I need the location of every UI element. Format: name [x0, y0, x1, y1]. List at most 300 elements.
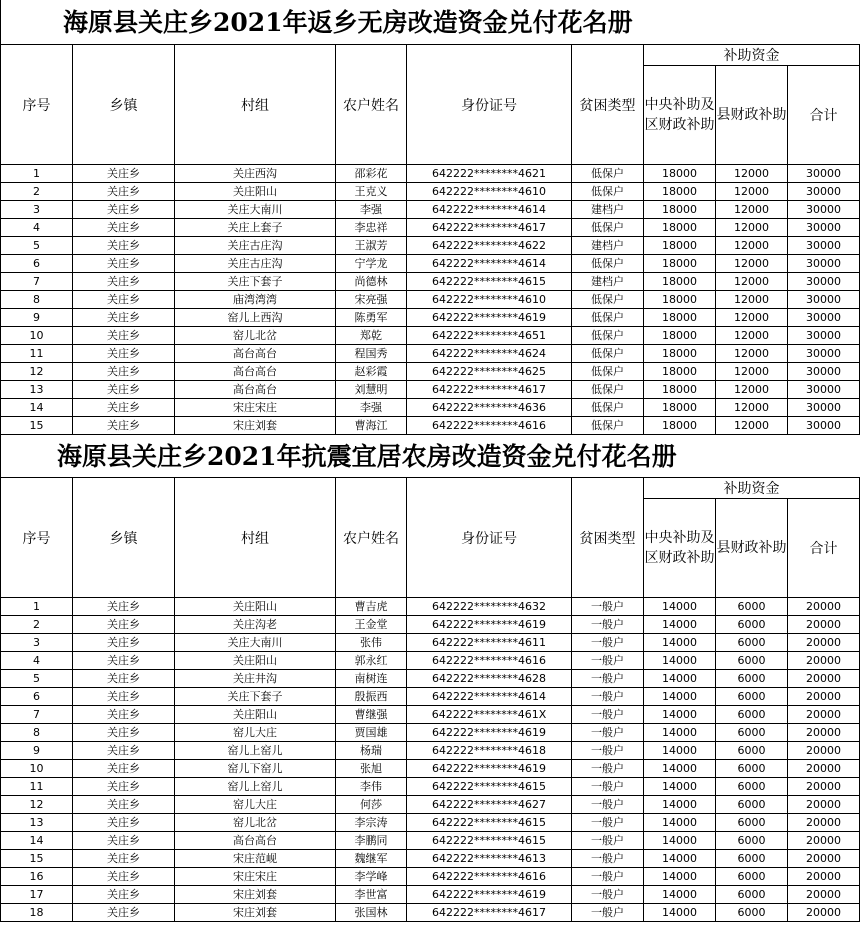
row-township: 关庄乡: [73, 904, 175, 922]
row-village: 关庄古庄沟: [175, 255, 336, 273]
row-central-subsidy: 14000: [644, 904, 716, 922]
row-index: 15: [1, 850, 73, 868]
row-index: 7: [1, 273, 73, 291]
row-id-number: 642222********4619: [407, 886, 572, 904]
row-county-subsidy: 6000: [716, 778, 788, 796]
row-central-subsidy: 18000: [644, 273, 716, 291]
row-id-number: 642222********4616: [407, 417, 572, 435]
row-township: 关庄乡: [73, 273, 175, 291]
row-county-subsidy: 12000: [716, 345, 788, 363]
section-2-rows: [1, 598, 860, 922]
row-index: 13: [1, 814, 73, 832]
row-central-subsidy: 14000: [644, 814, 716, 832]
row-id-number: 642222********4617: [407, 904, 572, 922]
header-poverty-type: 贫困类型: [572, 478, 644, 598]
table-row: [1, 688, 860, 706]
row-farmer-name: 王金堂: [336, 616, 407, 634]
row-total: 30000: [788, 165, 860, 183]
row-total: 30000: [788, 219, 860, 237]
row-township: 关庄乡: [73, 724, 175, 742]
row-poverty-type: 一般户: [572, 778, 644, 796]
row-id-number: 642222********4613: [407, 850, 572, 868]
row-poverty-type: 低保户: [572, 183, 644, 201]
row-index: 1: [1, 165, 73, 183]
table-row: [1, 634, 860, 652]
row-poverty-type: 低保户: [572, 399, 644, 417]
row-total: 20000: [788, 796, 860, 814]
row-id-number: 642222********4651: [407, 327, 572, 345]
row-total: 20000: [788, 760, 860, 778]
row-total: 30000: [788, 327, 860, 345]
row-township: 关庄乡: [73, 255, 175, 273]
row-village: 宋庄刘套: [175, 417, 336, 435]
row-township: 关庄乡: [73, 237, 175, 255]
row-total: 20000: [788, 706, 860, 724]
row-village: 窑儿下窑儿: [175, 760, 336, 778]
table-row: [1, 904, 860, 922]
header-id-number: 身份证号: [407, 478, 572, 598]
row-total: 30000: [788, 417, 860, 435]
row-total: 30000: [788, 183, 860, 201]
table-row: [1, 796, 860, 814]
row-id-number: 642222********4632: [407, 598, 572, 616]
row-county-subsidy: 6000: [716, 742, 788, 760]
row-county-subsidy: 12000: [716, 201, 788, 219]
table-row: [1, 291, 860, 309]
row-total: 20000: [788, 886, 860, 904]
row-total: 30000: [788, 381, 860, 399]
row-county-subsidy: 6000: [716, 832, 788, 850]
row-id-number: 642222********4617: [407, 381, 572, 399]
header-central-subsidy: 中央补助及区财政补助: [644, 66, 716, 165]
row-farmer-name: 李宗涛: [336, 814, 407, 832]
row-total: 20000: [788, 616, 860, 634]
row-county-subsidy: 12000: [716, 165, 788, 183]
row-central-subsidy: 18000: [644, 309, 716, 327]
row-id-number: 642222********4619: [407, 724, 572, 742]
row-farmer-name: 郭永红: [336, 652, 407, 670]
row-central-subsidy: 18000: [644, 327, 716, 345]
row-village: 关庄阳山: [175, 183, 336, 201]
table-row: [1, 616, 860, 634]
row-county-subsidy: 6000: [716, 886, 788, 904]
row-index: 12: [1, 363, 73, 381]
table-row: [1, 670, 860, 688]
row-county-subsidy: 12000: [716, 255, 788, 273]
row-village: 窑儿上窑儿: [175, 742, 336, 760]
row-central-subsidy: 14000: [644, 706, 716, 724]
row-township: 关庄乡: [73, 381, 175, 399]
row-village: 窑儿北岔: [175, 327, 336, 345]
row-id-number: 642222********4617: [407, 219, 572, 237]
row-county-subsidy: 6000: [716, 616, 788, 634]
row-total: 20000: [788, 814, 860, 832]
row-poverty-type: 一般户: [572, 616, 644, 634]
row-poverty-type: 一般户: [572, 634, 644, 652]
row-township: 关庄乡: [73, 219, 175, 237]
table-row: [1, 381, 860, 399]
header-county-subsidy: 县财政补助: [716, 499, 788, 598]
row-village: 高台高台: [175, 832, 336, 850]
row-total: 30000: [788, 363, 860, 381]
row-total: 30000: [788, 291, 860, 309]
row-central-subsidy: 14000: [644, 760, 716, 778]
header-poverty-type: 贫困类型: [572, 45, 644, 165]
row-farmer-name: 李学峰: [336, 868, 407, 886]
row-farmer-name: 李忠祥: [336, 219, 407, 237]
row-id-number: 642222********4611: [407, 634, 572, 652]
row-index: 13: [1, 381, 73, 399]
row-index: 6: [1, 688, 73, 706]
table-row: [1, 724, 860, 742]
row-total: 30000: [788, 345, 860, 363]
row-county-subsidy: 12000: [716, 417, 788, 435]
row-township: 关庄乡: [73, 868, 175, 886]
row-county-subsidy: 12000: [716, 273, 788, 291]
table-row: [1, 183, 860, 201]
header-farmer-name: 农户姓名: [336, 478, 407, 598]
row-index: 8: [1, 724, 73, 742]
table-row: [1, 345, 860, 363]
row-county-subsidy: 6000: [716, 670, 788, 688]
row-county-subsidy: 6000: [716, 688, 788, 706]
row-village: 高台高台: [175, 363, 336, 381]
row-central-subsidy: 18000: [644, 255, 716, 273]
row-id-number: 642222********4610: [407, 183, 572, 201]
row-farmer-name: 李伟: [336, 778, 407, 796]
row-village: 关庄大南川: [175, 634, 336, 652]
row-index: 2: [1, 183, 73, 201]
row-farmer-name: 刘慧明: [336, 381, 407, 399]
row-id-number: 642222********4610: [407, 291, 572, 309]
row-index: 17: [1, 886, 73, 904]
row-farmer-name: 张伟: [336, 634, 407, 652]
row-central-subsidy: 18000: [644, 219, 716, 237]
row-poverty-type: 一般户: [572, 796, 644, 814]
header-village: 村组: [175, 478, 336, 598]
row-county-subsidy: 6000: [716, 724, 788, 742]
row-index: 1: [1, 598, 73, 616]
row-total: 20000: [788, 652, 860, 670]
row-township: 关庄乡: [73, 706, 175, 724]
table-row: [1, 652, 860, 670]
row-index: 7: [1, 706, 73, 724]
row-central-subsidy: 18000: [644, 381, 716, 399]
row-central-subsidy: 18000: [644, 237, 716, 255]
row-poverty-type: 低保户: [572, 255, 644, 273]
row-id-number: 642222********4627: [407, 796, 572, 814]
section-1-rows: [1, 165, 860, 435]
row-total: 20000: [788, 832, 860, 850]
row-index: 14: [1, 399, 73, 417]
section-1-table: [0, 44, 860, 435]
row-poverty-type: 低保户: [572, 417, 644, 435]
row-poverty-type: 建档户: [572, 237, 644, 255]
row-poverty-type: 一般户: [572, 742, 644, 760]
row-township: 关庄乡: [73, 760, 175, 778]
row-central-subsidy: 18000: [644, 417, 716, 435]
table-row: [1, 165, 860, 183]
row-total: 30000: [788, 237, 860, 255]
row-id-number: 642222********4619: [407, 616, 572, 634]
row-township: 关庄乡: [73, 670, 175, 688]
row-county-subsidy: 6000: [716, 760, 788, 778]
row-village: 宋庄宋庄: [175, 868, 336, 886]
row-central-subsidy: 18000: [644, 363, 716, 381]
row-id-number: 642222********461X: [407, 706, 572, 724]
row-poverty-type: 低保户: [572, 309, 644, 327]
row-poverty-type: 低保户: [572, 345, 644, 363]
header-index: 序号: [1, 45, 73, 165]
row-index: 3: [1, 201, 73, 219]
row-village: 关庄古庄沟: [175, 237, 336, 255]
row-village: 关庄沟老: [175, 616, 336, 634]
row-township: 关庄乡: [73, 291, 175, 309]
row-central-subsidy: 18000: [644, 345, 716, 363]
row-village: 关庄阳山: [175, 598, 336, 616]
header-township: 乡镇: [73, 45, 175, 165]
row-township: 关庄乡: [73, 345, 175, 363]
row-total: 20000: [788, 742, 860, 760]
row-total: 20000: [788, 850, 860, 868]
row-total: 20000: [788, 778, 860, 796]
row-id-number: 642222********4615: [407, 273, 572, 291]
row-central-subsidy: 14000: [644, 634, 716, 652]
table-row: [1, 255, 860, 273]
row-poverty-type: 一般户: [572, 886, 644, 904]
row-total: 30000: [788, 201, 860, 219]
row-village: 关庄下套子: [175, 273, 336, 291]
row-county-subsidy: 12000: [716, 219, 788, 237]
row-poverty-type: 低保户: [572, 165, 644, 183]
row-county-subsidy: 6000: [716, 598, 788, 616]
row-village: 窑儿大庄: [175, 724, 336, 742]
row-village: 高台高台: [175, 345, 336, 363]
row-farmer-name: 宋亮强: [336, 291, 407, 309]
row-village: 高台高台: [175, 381, 336, 399]
table-row: [1, 598, 860, 616]
row-central-subsidy: 14000: [644, 670, 716, 688]
row-id-number: 642222********4614: [407, 201, 572, 219]
row-township: 关庄乡: [73, 363, 175, 381]
row-village: 窑儿北岔: [175, 814, 336, 832]
row-total: 20000: [788, 904, 860, 922]
row-poverty-type: 一般户: [572, 652, 644, 670]
row-total: 20000: [788, 634, 860, 652]
row-county-subsidy: 12000: [716, 363, 788, 381]
row-village: 关庄阳山: [175, 652, 336, 670]
section-2-title: 海原县关庄乡2021年抗震宜居农房改造资金兑付花名册: [0, 435, 861, 477]
row-farmer-name: 李强: [336, 201, 407, 219]
row-township: 关庄乡: [73, 327, 175, 345]
row-county-subsidy: 12000: [716, 237, 788, 255]
row-village: 庙湾湾湾: [175, 291, 336, 309]
row-central-subsidy: 14000: [644, 652, 716, 670]
row-township: 关庄乡: [73, 652, 175, 670]
row-farmer-name: 殷振西: [336, 688, 407, 706]
row-index: 9: [1, 309, 73, 327]
row-central-subsidy: 14000: [644, 796, 716, 814]
row-village: 窑儿上西沟: [175, 309, 336, 327]
table-row: [1, 832, 860, 850]
row-county-subsidy: 12000: [716, 291, 788, 309]
row-farmer-name: 王克义: [336, 183, 407, 201]
row-central-subsidy: 14000: [644, 688, 716, 706]
row-village: 宋庄刘套: [175, 886, 336, 904]
row-total: 20000: [788, 724, 860, 742]
row-county-subsidy: 6000: [716, 904, 788, 922]
row-farmer-name: 尚德林: [336, 273, 407, 291]
row-index: 10: [1, 327, 73, 345]
row-county-subsidy: 12000: [716, 309, 788, 327]
row-poverty-type: 一般户: [572, 706, 644, 724]
header-farmer-name: 农户姓名: [336, 45, 407, 165]
row-central-subsidy: 14000: [644, 616, 716, 634]
header-id-number: 身份证号: [407, 45, 572, 165]
row-county-subsidy: 6000: [716, 868, 788, 886]
row-id-number: 642222********4628: [407, 670, 572, 688]
row-central-subsidy: 18000: [644, 291, 716, 309]
row-index: 6: [1, 255, 73, 273]
row-id-number: 642222********4614: [407, 255, 572, 273]
header-index: 序号: [1, 478, 73, 598]
row-farmer-name: 赵彩霞: [336, 363, 407, 381]
row-village: 关庄阳山: [175, 706, 336, 724]
row-id-number: 642222********4615: [407, 778, 572, 796]
row-index: 14: [1, 832, 73, 850]
header-total: 合计: [788, 66, 860, 165]
row-county-subsidy: 6000: [716, 634, 788, 652]
row-county-subsidy: 6000: [716, 850, 788, 868]
row-farmer-name: 陈勇军: [336, 309, 407, 327]
row-farmer-name: 李世富: [336, 886, 407, 904]
row-central-subsidy: 18000: [644, 183, 716, 201]
row-township: 关庄乡: [73, 796, 175, 814]
row-poverty-type: 建档户: [572, 273, 644, 291]
row-village: 宋庄刘套: [175, 904, 336, 922]
row-id-number: 642222********4618: [407, 742, 572, 760]
row-village: 关庄井沟: [175, 670, 336, 688]
row-farmer-name: 王淑芳: [336, 237, 407, 255]
row-poverty-type: 低保户: [572, 381, 644, 399]
row-farmer-name: 李鹏同: [336, 832, 407, 850]
row-id-number: 642222********4625: [407, 363, 572, 381]
row-central-subsidy: 14000: [644, 598, 716, 616]
row-id-number: 642222********4619: [407, 309, 572, 327]
row-village: 窑儿大庄: [175, 796, 336, 814]
table-row: [1, 886, 860, 904]
row-index: 12: [1, 796, 73, 814]
row-township: 关庄乡: [73, 742, 175, 760]
row-id-number: 642222********4636: [407, 399, 572, 417]
row-county-subsidy: 12000: [716, 381, 788, 399]
row-poverty-type: 建档户: [572, 201, 644, 219]
header-total: 合计: [788, 499, 860, 598]
row-total: 20000: [788, 688, 860, 706]
row-village: 窑儿上窑儿: [175, 778, 336, 796]
table-row: [1, 219, 860, 237]
row-farmer-name: 邵彩花: [336, 165, 407, 183]
row-index: 3: [1, 634, 73, 652]
section-1: [0, 0, 861, 435]
table-row: [1, 201, 860, 219]
row-farmer-name: 魏继军: [336, 850, 407, 868]
row-id-number: 642222********4621: [407, 165, 572, 183]
header-central-subsidy: 中央补助及区财政补助: [644, 499, 716, 598]
row-central-subsidy: 14000: [644, 778, 716, 796]
header-village: 村组: [175, 45, 336, 165]
row-index: 9: [1, 742, 73, 760]
section-2-table: [0, 477, 860, 922]
row-poverty-type: 低保户: [572, 219, 644, 237]
row-index: 5: [1, 237, 73, 255]
section-1-title: 海原县关庄乡2021年返乡无房改造资金兑付花名册: [0, 0, 861, 44]
row-farmer-name: 杨瑞: [336, 742, 407, 760]
row-township: 关庄乡: [73, 183, 175, 201]
row-poverty-type: 一般户: [572, 868, 644, 886]
table-row: [1, 850, 860, 868]
row-total: 30000: [788, 399, 860, 417]
row-township: 关庄乡: [73, 165, 175, 183]
row-village: 宋庄宋庄: [175, 399, 336, 417]
row-index: 10: [1, 760, 73, 778]
row-township: 关庄乡: [73, 201, 175, 219]
row-township: 关庄乡: [73, 399, 175, 417]
header-township: 乡镇: [73, 478, 175, 598]
row-farmer-name: 南树连: [336, 670, 407, 688]
row-village: 宋庄范岘: [175, 850, 336, 868]
row-central-subsidy: 18000: [644, 399, 716, 417]
row-village: 关庄下套子: [175, 688, 336, 706]
row-index: 8: [1, 291, 73, 309]
table-row: [1, 399, 860, 417]
row-id-number: 642222********4615: [407, 832, 572, 850]
row-farmer-name: 曹继强: [336, 706, 407, 724]
row-county-subsidy: 6000: [716, 706, 788, 724]
row-central-subsidy: 14000: [644, 832, 716, 850]
row-county-subsidy: 6000: [716, 652, 788, 670]
row-id-number: 642222********4615: [407, 814, 572, 832]
row-index: 16: [1, 868, 73, 886]
row-farmer-name: 宁学龙: [336, 255, 407, 273]
table-row: [1, 273, 860, 291]
row-township: 关庄乡: [73, 598, 175, 616]
header-county-subsidy: 县财政补助: [716, 66, 788, 165]
row-total: 20000: [788, 868, 860, 886]
row-farmer-name: 曹吉虎: [336, 598, 407, 616]
row-id-number: 642222********4622: [407, 237, 572, 255]
row-index: 15: [1, 417, 73, 435]
row-poverty-type: 低保户: [572, 363, 644, 381]
row-farmer-name: 李强: [336, 399, 407, 417]
row-id-number: 642222********4614: [407, 688, 572, 706]
row-poverty-type: 一般户: [572, 832, 644, 850]
header-subsidy-group: 补助资金: [644, 478, 860, 499]
section-2: [0, 435, 861, 922]
row-index: 4: [1, 219, 73, 237]
row-farmer-name: 张旭: [336, 760, 407, 778]
row-total: 30000: [788, 255, 860, 273]
row-county-subsidy: 12000: [716, 399, 788, 417]
row-poverty-type: 一般户: [572, 814, 644, 832]
row-poverty-type: 一般户: [572, 688, 644, 706]
row-central-subsidy: 14000: [644, 850, 716, 868]
row-poverty-type: 一般户: [572, 760, 644, 778]
row-central-subsidy: 14000: [644, 742, 716, 760]
row-poverty-type: 一般户: [572, 724, 644, 742]
row-village: 关庄上套子: [175, 219, 336, 237]
row-village: 关庄西沟: [175, 165, 336, 183]
